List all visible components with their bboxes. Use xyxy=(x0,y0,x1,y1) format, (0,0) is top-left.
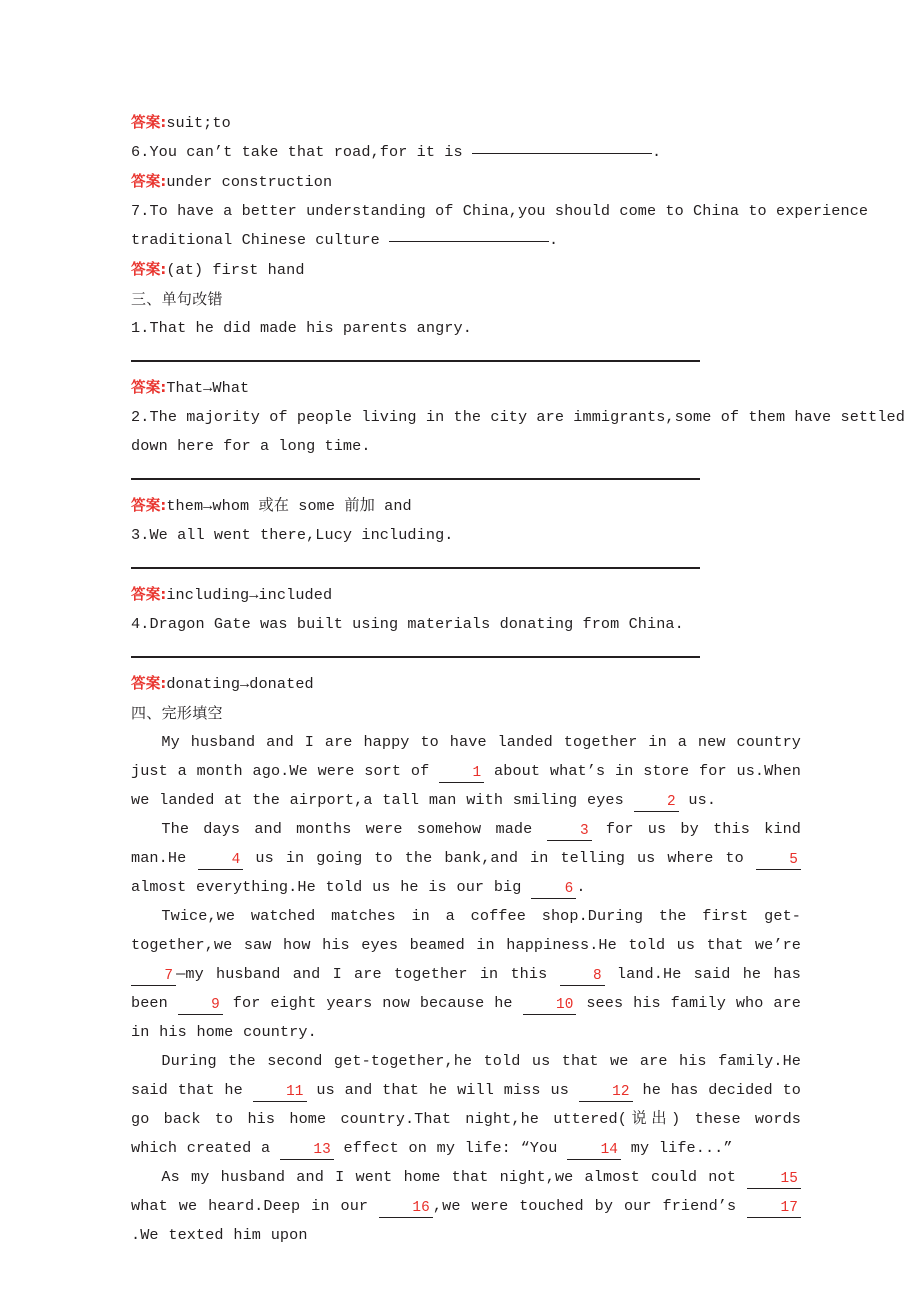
question-7-text-line1: To have a better understanding of China,you should come to China to experience xyxy=(149,202,869,220)
correction-answer-2 xyxy=(131,491,801,521)
answer-value: suit;to xyxy=(166,114,231,132)
answer-label: 答案: xyxy=(131,586,167,603)
cloze-text: for us by this kind man.He xyxy=(131,820,802,867)
correction-answer-rule-2[interactable] xyxy=(131,478,700,480)
item-text: We all went there,Lucy including. xyxy=(149,526,454,544)
cloze-blank-14[interactable]: 14 xyxy=(567,1142,621,1160)
cloze-text: .We texted him upon xyxy=(131,1226,308,1244)
answer-label: 答案: xyxy=(131,497,167,514)
answer-value: under construction xyxy=(166,173,333,191)
item-number: 3. xyxy=(131,526,150,544)
question-6-blank[interactable] xyxy=(472,142,652,154)
cloze-text: sees his family who are in his home country. xyxy=(131,994,801,1041)
cloze-text: us in going to the bank,and in telling us where to xyxy=(243,849,756,867)
page-content xyxy=(131,108,905,1250)
answer-label: 答案: xyxy=(131,675,167,692)
question-7-text-line2-after: . xyxy=(549,231,559,249)
correction-answer-rule-4[interactable] xyxy=(131,656,700,658)
cloze-text: what we heard.Deep in our xyxy=(131,1197,380,1215)
cloze-text: —my husband and I are together in this xyxy=(176,965,560,983)
section-three-heading: 三、单句改错 xyxy=(131,290,223,308)
answer-value: That→What xyxy=(166,379,250,397)
correction-item-2-sentence-line-2: down here for a long time. xyxy=(131,437,371,455)
answer-value: donating→donated xyxy=(166,675,314,693)
cloze-paragraph xyxy=(131,902,801,1047)
answer-line-7 xyxy=(131,255,801,285)
cloze-blank-12[interactable]: 12 xyxy=(579,1084,633,1102)
question-6-text-before: You can’t take that road,for it is xyxy=(149,143,472,161)
correction-item-4-sentence xyxy=(131,610,801,639)
cloze-blank-2[interactable]: 2 xyxy=(634,794,679,812)
item-text: That he did made his parents angry. xyxy=(149,319,472,337)
item-text: The majority of people living in the city are immigrants,some of them have settled xyxy=(149,408,905,426)
question-7-line-1 xyxy=(131,197,869,226)
item-number: 1. xyxy=(131,319,150,337)
answer-label: 答案: xyxy=(131,173,167,190)
answer-line-6 xyxy=(131,167,801,197)
cloze-blank-13[interactable]: 13 xyxy=(280,1142,334,1160)
cloze-blank-8[interactable]: 8 xyxy=(560,968,605,986)
question-7-blank[interactable] xyxy=(389,230,549,242)
cloze-text: . xyxy=(576,878,586,896)
cloze-blank-7[interactable]: 7 xyxy=(131,968,176,986)
question-7-number: 7. xyxy=(131,202,150,220)
section-four-heading: 四、完形填空 xyxy=(131,704,223,722)
correction-answer-rule-3[interactable] xyxy=(131,567,700,569)
correction-answer-1 xyxy=(131,373,801,403)
cloze-blank-3[interactable]: 3 xyxy=(547,823,592,841)
correction-item-2-sentence-line-1 xyxy=(131,403,905,432)
cloze-text: During the second get-together,he told us that we are his family.He said that he xyxy=(131,1052,801,1099)
cloze-text: us and that he will miss us xyxy=(306,1081,579,1099)
cloze-paragraph xyxy=(131,1047,801,1163)
cloze-paragraph xyxy=(131,1163,801,1250)
correction-answer-rule-1[interactable] xyxy=(131,360,700,362)
correction-answer-4 xyxy=(131,669,801,699)
cloze-text: As my husband and I went home that night,we almost could not xyxy=(161,1168,748,1186)
cloze-text: Twice,we watched matches in a coffee shop.During the first get-together,we saw how his eyes beamed in happiness.He told us that we’re xyxy=(131,907,801,954)
cloze-blank-1[interactable]: 1 xyxy=(439,765,484,783)
cloze-text: my life...” xyxy=(621,1139,733,1157)
cloze-paragraph xyxy=(131,815,801,902)
answer-line-5 xyxy=(131,108,801,138)
cloze-blank-6[interactable]: 6 xyxy=(531,881,576,899)
question-6-number: 6. xyxy=(131,143,150,161)
cloze-passage xyxy=(131,728,801,1250)
cloze-text: almost everything.He told us he is our big xyxy=(131,878,532,896)
cloze-text: land.He said he has been xyxy=(131,965,801,1012)
answer-value: including→included xyxy=(166,586,333,604)
cloze-text: The days and months were somehow made xyxy=(161,820,547,838)
cloze-text: for eight years now because he xyxy=(222,994,523,1012)
cloze-blank-10[interactable]: 10 xyxy=(523,997,577,1015)
cloze-blank-9[interactable]: 9 xyxy=(178,997,223,1015)
answer-value: (at) first hand xyxy=(166,261,305,279)
correction-item-1-sentence xyxy=(131,314,801,343)
cloze-blank-11[interactable]: 11 xyxy=(253,1084,307,1102)
question-7-line-2 xyxy=(131,226,801,255)
correction-answer-3 xyxy=(131,580,801,610)
cloze-blank-16[interactable]: 16 xyxy=(379,1200,433,1218)
cloze-text: he has decided to go back to his home country.That night,he uttered(说出) these words which created a xyxy=(131,1081,801,1157)
cloze-text: My husband and I are happy to have landed together in a new country just a month ago.We were sort of xyxy=(131,733,801,780)
cloze-blank-4[interactable]: 4 xyxy=(198,852,243,870)
item-number: 2. xyxy=(131,408,150,426)
cloze-blank-5[interactable]: 5 xyxy=(756,852,801,870)
cloze-text: about what’s in store for us.When we landed at the airport,a tall man with smiling eyes xyxy=(131,762,801,809)
question-7-text-line2-before: traditional Chinese culture xyxy=(131,231,389,249)
item-number: 4. xyxy=(131,615,150,633)
answer-label: 答案: xyxy=(131,114,167,131)
cloze-text: us. xyxy=(678,791,717,809)
cloze-blank-17[interactable]: 17 xyxy=(747,1200,801,1218)
question-6 xyxy=(131,138,801,167)
answer-value: them→whom 或在 some 前加 and xyxy=(166,497,412,515)
cloze-paragraph xyxy=(131,728,801,815)
item-text: Dragon Gate was built using materials donating from China. xyxy=(149,615,684,633)
question-6-text-after: . xyxy=(651,143,662,161)
cloze-text: ,we were touched by our friend’s xyxy=(432,1197,748,1215)
cloze-blank-15[interactable]: 15 xyxy=(747,1171,801,1189)
correction-item-3-sentence xyxy=(131,521,801,550)
cloze-text: effect on my life: “You xyxy=(333,1139,568,1157)
answer-label: 答案: xyxy=(131,261,167,278)
answer-label: 答案: xyxy=(131,379,167,396)
